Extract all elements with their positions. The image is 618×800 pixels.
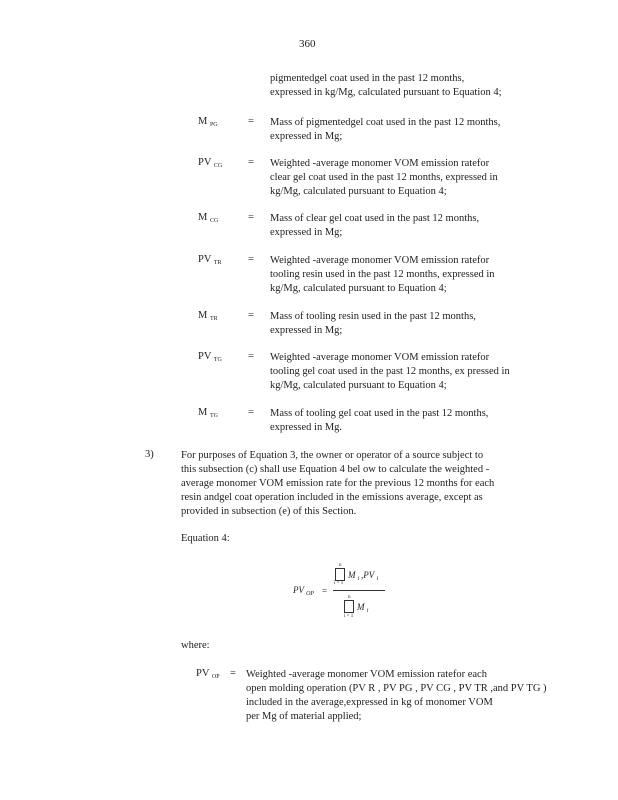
page-number: 360	[299, 38, 316, 50]
symbol: M $_{TR}$	[198, 310, 218, 322]
continuation-text	[270, 72, 502, 100]
equals-sign: =	[248, 351, 254, 362]
definition-text: Weighted -average monomer VOM emission ratefor tooling resin used in the past 12 months, expressed in kg/Mg, calculated pursuant to Equation 4;	[270, 255, 495, 294]
symbol: M $_{TG}$	[198, 407, 218, 419]
symbol: PV $_{TR}$	[198, 254, 222, 266]
equation-label: Equation 4:	[181, 533, 230, 544]
fraction-bar	[333, 590, 385, 591]
item-number: 3)	[145, 449, 154, 460]
definition-text: Mass of tooling gel coat used in the past 12 months, expressed in Mg.	[270, 408, 489, 433]
denominator-lower-limit: i = 1	[344, 614, 354, 619]
sum-symbol-icon	[335, 568, 345, 581]
definition-text: Mass of tooling resin used in the past 12 months, expressed in Mg;	[270, 311, 476, 336]
equals-sign: =	[248, 116, 254, 127]
equals-sign: =	[248, 254, 254, 265]
continuation-line: pigmentedgel coat used in the past 12 months,	[270, 73, 465, 84]
symbol: PV $_{OP}$	[196, 668, 220, 680]
where-label: where:	[181, 640, 210, 651]
definition-text: Mass of pigmentedgel coat used in the past 12 months, expressed in Mg;	[270, 117, 501, 142]
denominator-upper-limit: n	[348, 595, 351, 600]
numerator-lower-limit: i = 1	[334, 581, 344, 586]
symbol: M $_{PG}$	[198, 116, 218, 128]
continuation-line: expressed in kg/Mg, calculated pursuant to Equation 4;	[270, 87, 502, 98]
numerator-pv: ,PV $_i$	[361, 570, 379, 582]
equals-sign: =	[248, 310, 254, 321]
numerator-upper-limit: n	[339, 563, 342, 568]
equals-sign: =	[248, 212, 254, 223]
equals-sign: =	[248, 157, 254, 168]
symbol: PV $_{CG}$	[198, 157, 223, 169]
sum-symbol-icon	[344, 600, 354, 613]
equation-equals: =	[322, 586, 328, 596]
equals-sign: =	[230, 668, 236, 679]
numerator-m: M $_i$	[348, 570, 360, 582]
symbol: M $_{CG}$	[198, 212, 219, 224]
symbol: PV $_{TG}$	[198, 351, 222, 363]
definition-text: Mass of clear gel coat used in the past 12 months, expressed in Mg;	[270, 213, 480, 238]
item3-paragraph: For purposes of Equation 3, the owner or operator of a source subject to this subsection (c) shall use Equation 4 bel ow to calculate the weighted - average monomer VOM emission rate for the previous 12 months for each resin andgel coat operation included in the emissions average, except as provided in subsection (e) of this Section.	[181, 450, 495, 517]
denominator-m: M $_i$	[357, 602, 369, 614]
equals-sign: =	[248, 407, 254, 418]
equation-lhs: PV $_{OP}$	[293, 585, 315, 597]
definition-text: Weighted -average monomer VOM emission ratefor each open molding operation (PV R , PV PG , PV CG , PV TR ,and PV TG ) included in the average,expressed in kg of monomer VOM per Mg of material applied;	[246, 669, 547, 722]
definition-text: Weighted -average monomer VOM emission ratefor tooling gel coat used in the past 12 months, ex pressed in kg/Mg, calculated pursuant to Equation 4;	[270, 352, 510, 391]
definition-text: Weighted -average monomer VOM emission ratefor clear gel coat used in the past 12 months, expressed in kg/Mg, calculated pursuant to Equation 4;	[270, 158, 498, 197]
